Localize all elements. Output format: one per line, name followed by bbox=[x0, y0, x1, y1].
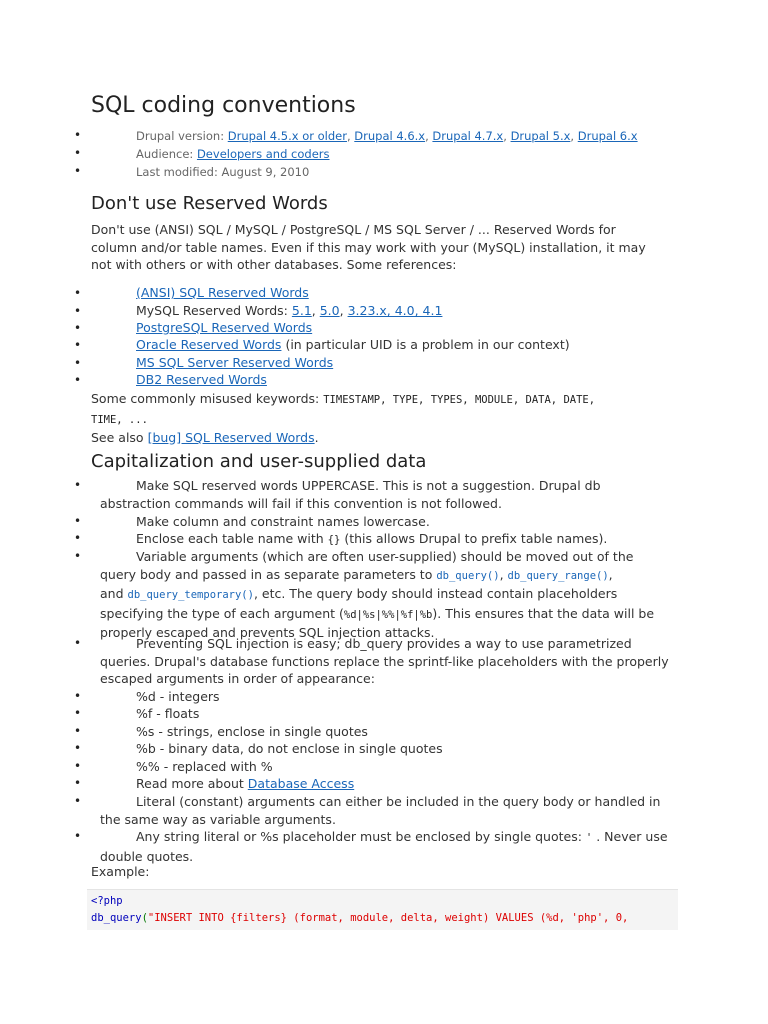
db-query-temporary-link[interactable]: db_query_temporary() bbox=[127, 589, 254, 601]
audience-label: Audience: bbox=[136, 147, 194, 161]
item-text: Literal (constant) arguments can either be included in the query body or handled in bbox=[136, 794, 661, 809]
misused-keywords bbox=[91, 390, 691, 447]
item-text: escaped arguments in order of appearance: bbox=[100, 671, 375, 686]
intro-line: not with others or with other databases. Some references: bbox=[91, 257, 457, 272]
item-text: properly escaped and prevents SQL injection attacks. bbox=[100, 625, 435, 640]
bullet: • bbox=[74, 724, 82, 738]
item-text: . Never use bbox=[596, 829, 668, 844]
list-item bbox=[100, 775, 354, 793]
item-text: query body and passed in as separate parameters to bbox=[100, 566, 433, 582]
item-text: and bbox=[100, 586, 124, 601]
code-string: "INSERT INTO {filters} (format, module, delta, weight) VALUES (%d, 'php', 0, bbox=[147, 912, 629, 924]
ansi-item bbox=[136, 285, 309, 300]
page-title: SQL coding conventions bbox=[91, 93, 356, 118]
list-item: Variable arguments (which are often user-supplied) should be moved out of the query body and passed in as separate parameters to db_query(), db_query_range(), and db_query_temporary(), etc. The query body should instead contain placeholders specifying the type of each argument (%d|%s|%%|%f|%b). This ensures that the data will be properly escaped and prevents SQL injection attacks. bbox=[100, 549, 655, 640]
db2-reserved-link[interactable]: DB2 Reserved Words bbox=[136, 372, 267, 387]
item-text: double quotes. bbox=[100, 848, 194, 864]
bullet: • bbox=[74, 706, 82, 720]
bullet: • bbox=[74, 286, 82, 300]
list-item: Make column and constraint names lowercase. bbox=[136, 514, 430, 529]
bug-reserved-link[interactable]: [bug] SQL Reserved Words bbox=[147, 430, 315, 445]
item-text: Make SQL reserved words UPPERCASE. This is not a suggestion. Drupal db bbox=[136, 478, 601, 493]
item-text: , etc. The query body should instead contain placeholders bbox=[253, 586, 618, 601]
bullet: • bbox=[74, 128, 82, 142]
list-item: %d - integers bbox=[136, 689, 220, 704]
drupal-4-7-link[interactable]: Drupal 4.7.x bbox=[432, 129, 504, 143]
list-item: %% - replaced with % bbox=[136, 759, 273, 774]
misused-keywords-code-2: TIME, ... bbox=[91, 413, 148, 426]
postgres-reserved-link[interactable]: PostgreSQL Reserved Words bbox=[136, 320, 313, 335]
bullet: • bbox=[74, 478, 82, 492]
intro-line: Don't use (ANSI) SQL / MySQL / PostgreSQL / MS SQL Server / ... Reserved Words for bbox=[91, 222, 616, 237]
list-item bbox=[100, 530, 607, 550]
oracle-item bbox=[136, 337, 570, 352]
drupal-6-link[interactable]: Drupal 6.x bbox=[577, 129, 638, 143]
list-item bbox=[100, 635, 669, 688]
bullet: • bbox=[74, 689, 82, 703]
code-line bbox=[91, 912, 628, 924]
audience-row bbox=[136, 147, 330, 161]
bullet: • bbox=[74, 304, 82, 318]
code-block bbox=[87, 889, 678, 930]
bullet: • bbox=[74, 531, 82, 545]
reserved-words-heading: Don't use Reserved Words bbox=[91, 193, 328, 214]
db2-item bbox=[136, 372, 267, 387]
drupal-5-link[interactable]: Drupal 5.x bbox=[510, 129, 571, 143]
item-text: Enclose each table name with bbox=[136, 531, 324, 546]
list-item: %s - strings, enclose in single quotes bbox=[136, 724, 368, 739]
misused-keywords-code: TIMESTAMP, TYPE, TYPES, MODULE, DATA, DATE, bbox=[323, 394, 596, 406]
item-text: Any string literal or %s placeholder must be enclosed by single quotes: bbox=[136, 829, 582, 844]
quote-code: ' bbox=[585, 832, 593, 844]
reserved-intro bbox=[91, 221, 691, 274]
item-text: (this allows Drupal to prefix table names). bbox=[344, 531, 608, 546]
bullet: • bbox=[74, 356, 82, 370]
braces-code: {} bbox=[327, 534, 341, 546]
code-paren: ( bbox=[141, 912, 148, 924]
period: . bbox=[314, 430, 319, 445]
item-text: the same way as variable arguments. bbox=[100, 811, 336, 827]
drupal-version-row: Drupal version: Drupal 4.5.x or older, Drupal 4.6.x, Drupal 4.7.x, Drupal 5.x, Drupal 6.x bbox=[136, 129, 638, 143]
bullet: • bbox=[74, 759, 82, 773]
list-item bbox=[100, 477, 601, 512]
mssql-item bbox=[136, 355, 333, 370]
bullet: • bbox=[74, 794, 82, 808]
last-modified: Last modified: August 9, 2010 bbox=[136, 165, 310, 179]
placeholders-code: %d|%s|%%|%f|%b bbox=[343, 608, 433, 621]
bullet: • bbox=[74, 776, 82, 790]
database-access-link[interactable]: Database Access bbox=[247, 776, 355, 791]
code-line: <?php bbox=[91, 895, 123, 907]
item-text: abstraction commands will fail if this convention is not followed. bbox=[100, 495, 502, 511]
item-text: Preventing SQL injection is easy; db_query provides a way to use parametrized bbox=[136, 636, 632, 651]
mysql-item: MySQL Reserved Words: 5.1, 5.0, 3.23.x, 4.0, 4.1 bbox=[136, 303, 443, 318]
mssql-reserved-link[interactable]: MS SQL Server Reserved Words bbox=[136, 355, 334, 370]
oracle-note: (in particular UID is a problem in our context) bbox=[285, 337, 570, 352]
audience-link[interactable]: Developers and coders bbox=[196, 147, 330, 161]
bullet: • bbox=[74, 636, 82, 650]
list-item: %f - floats bbox=[136, 706, 200, 721]
list-item bbox=[100, 793, 660, 828]
item-text: Variable arguments (which are often user-supplied) should be moved out of the bbox=[136, 549, 634, 564]
postgres-item bbox=[136, 320, 312, 335]
db-query-range-link[interactable]: db_query_range() bbox=[507, 569, 609, 582]
bullet: • bbox=[74, 321, 82, 335]
mysql-label: MySQL Reserved Words: bbox=[136, 303, 288, 318]
oracle-reserved-link[interactable]: Oracle Reserved Words bbox=[136, 337, 282, 352]
ansi-reserved-link[interactable]: (ANSI) SQL Reserved Words bbox=[136, 285, 309, 300]
bullet: • bbox=[74, 373, 82, 387]
drupal-4-6-link[interactable]: Drupal 4.6.x bbox=[354, 129, 426, 143]
list-item: %b - binary data, do not enclose in single quotes bbox=[136, 741, 443, 756]
capitalization-heading: Capitalization and user-supplied data bbox=[91, 451, 427, 472]
bullet: • bbox=[74, 146, 82, 160]
drupal-4-5-link[interactable]: Drupal 4.5.x or older bbox=[227, 129, 347, 143]
see-also-label: See also bbox=[91, 430, 144, 445]
bullet: • bbox=[74, 829, 82, 843]
bullet: • bbox=[74, 741, 82, 755]
mysql-5-0-link[interactable]: 5.0 bbox=[319, 303, 340, 318]
misused-label: Some commonly misused keywords: bbox=[91, 391, 320, 406]
item-text: specifying the type of each argument ( bbox=[100, 605, 344, 621]
item-text: ). This ensures that the data will be bbox=[432, 605, 655, 621]
item-text: queries. Drupal's database functions replace the sprintf-like placeholders with the properly bbox=[100, 653, 669, 669]
bullet: • bbox=[74, 164, 82, 178]
bullet: • bbox=[74, 514, 82, 528]
code-fn: db_query bbox=[91, 912, 142, 924]
bullet: • bbox=[74, 549, 82, 563]
item-text: Read more about bbox=[136, 776, 244, 791]
db-query-link[interactable]: db_query() bbox=[436, 569, 500, 582]
intro-line: column and/or table names. Even if this may work with your (MySQL) installation, it may bbox=[91, 239, 646, 255]
list-item bbox=[100, 828, 668, 865]
example-label: Example: bbox=[91, 864, 150, 879]
mysql-3-23-link[interactable]: 3.23.x, 4.0, 4.1 bbox=[347, 303, 443, 318]
mysql-5-1-link[interactable]: 5.1 bbox=[291, 303, 312, 318]
bullet: • bbox=[74, 338, 82, 352]
drupal-version-label: Drupal version: bbox=[136, 129, 225, 143]
